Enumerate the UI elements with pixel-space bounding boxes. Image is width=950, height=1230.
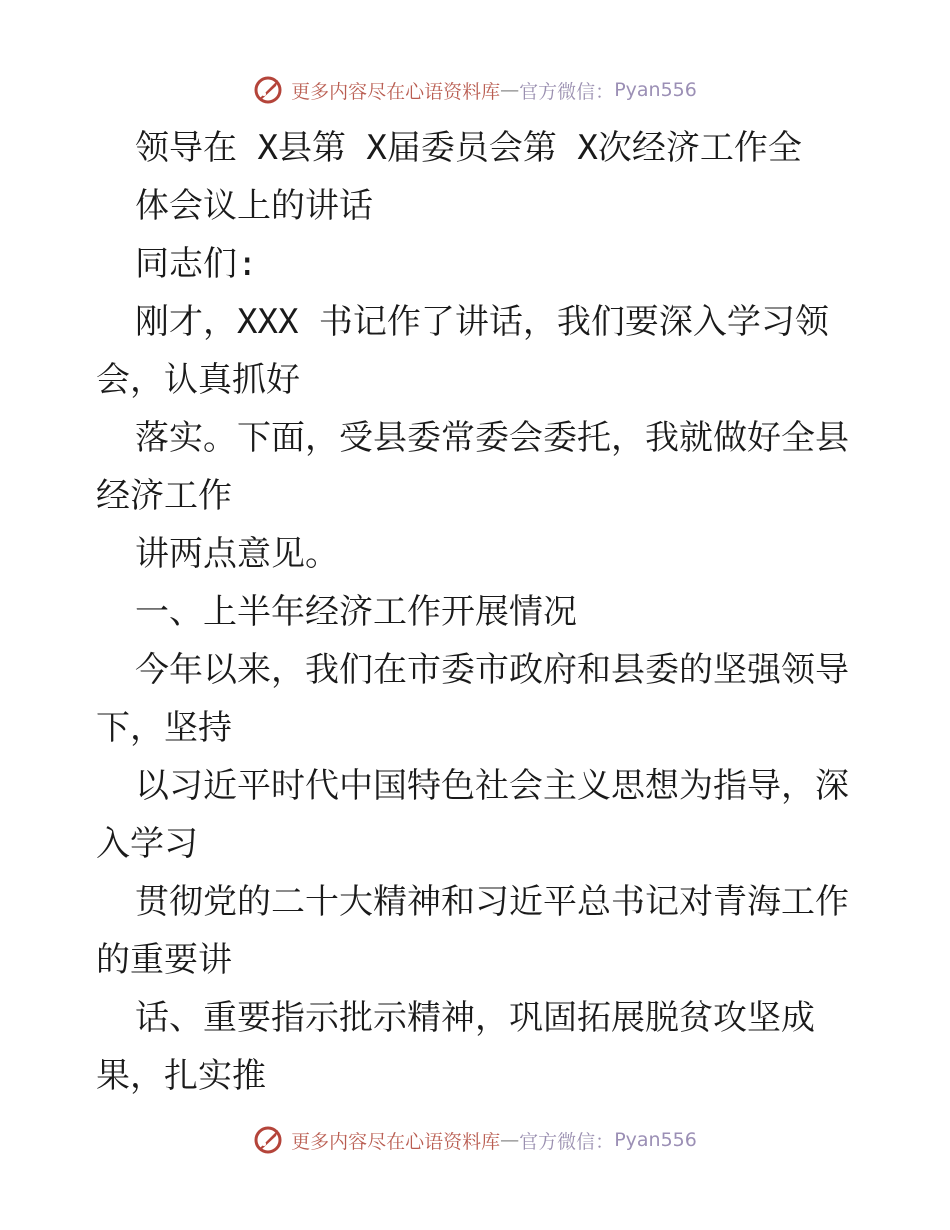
paragraph-line: 话、重要指示批示精神，巩固拓展脱贫攻坚成 bbox=[135, 998, 815, 1038]
paragraph-line: 贯彻党的二十大精神和习近平总书记对青海工作 bbox=[135, 882, 849, 922]
header-watermark bbox=[0, 70, 950, 110]
footer-watermark bbox=[0, 1120, 950, 1160]
paragraph-line: 入学习 bbox=[96, 824, 198, 864]
watermark-dash: — bbox=[500, 1129, 520, 1151]
watermark-wechat-id: Pyan556 bbox=[614, 1129, 697, 1151]
paragraph-line: 以习近平时代中国特色社会主义思想为指导，深 bbox=[135, 766, 849, 806]
quill-logo-icon bbox=[253, 1125, 283, 1155]
paragraph-line: 今年以来，我们在市委市政府和县委的坚强领导 bbox=[135, 650, 849, 690]
quill-logo-icon bbox=[253, 75, 283, 105]
watermark-wechat-label: 官方微信： bbox=[519, 1130, 615, 1153]
watermark-wechat-id: Pyan556 bbox=[614, 79, 697, 101]
title-line-2: 体会议上的讲话 bbox=[135, 186, 373, 226]
paragraph-line: 刚才，XXX 书记作了讲话，我们要深入学习领 bbox=[135, 302, 829, 342]
section-heading: 一、上半年经济工作开展情况 bbox=[135, 592, 577, 632]
paragraph-line: 落实。下面，受县委常委会委托，我就做好全县 bbox=[135, 418, 849, 458]
paragraph-line: 经济工作 bbox=[96, 476, 232, 516]
watermark-prefix: 更多内容尽在心语资料库 bbox=[291, 80, 501, 103]
paragraph-line: 下，坚持 bbox=[96, 708, 232, 748]
watermark-wechat-label: 官方微信： bbox=[519, 80, 615, 103]
paragraph-line: 会，认真抓好 bbox=[96, 360, 300, 400]
paragraph-line: 果，扎实推 bbox=[96, 1056, 266, 1096]
salutation: 同志们: bbox=[135, 244, 258, 284]
paragraph-line: 讲两点意见。 bbox=[135, 534, 339, 574]
title-line-1: 领导在 X县第 X届委员会第 X次经济工作全 bbox=[135, 128, 802, 168]
paragraph-line: 的重要讲 bbox=[96, 940, 232, 980]
watermark-prefix: 更多内容尽在心语资料库 bbox=[291, 1130, 501, 1153]
watermark-dash: — bbox=[500, 79, 520, 101]
